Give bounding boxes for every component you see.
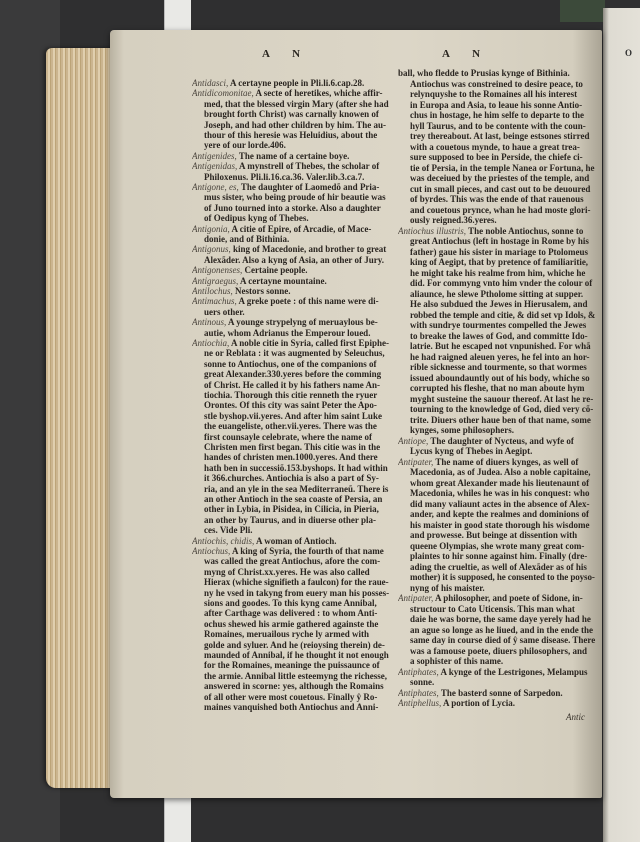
text-line [204,380,380,390]
text-line [204,99,389,109]
text-line [410,467,591,477]
line-text: father) gaue his sister in mariage to Ptolomeus [410,246,589,257]
line-text: nyng of his maister. [410,582,485,593]
headword: Antigenidas, [192,161,238,172]
headword: Antiochia, [192,338,230,348]
entry-headline [398,457,578,467]
line-text: Lycus kyng of Thebes in Aegipt. [410,446,533,456]
line-text: a sophister of this name. [410,656,504,666]
line-text: myght susteine the sauour thereof. At last he re- [410,393,594,404]
text-line [204,484,388,494]
text-line [398,68,570,78]
line-text: Romaines, meruailous ryche ly armed with [204,629,369,640]
text-line [204,328,370,338]
text-line [204,442,380,452]
line-text: A noble citie in Syria, called first Epiphe- [229,338,390,348]
line-text: sions and goodes. To this kyng came Annibal, [204,598,377,608]
line-text: handes of christen men.1000.yeres. And there [204,452,378,463]
line-text: The daughter of Laomedõ and Pria- [238,182,380,192]
text-line [410,415,591,425]
line-text: the euangeliste, other.vii.yeres. There was the [204,421,377,432]
text-line [204,650,389,660]
line-text: an other by Taurus, and in diuerse other pla- [204,514,376,525]
entry-headline [192,546,384,556]
headword: Antigenides, [192,150,237,161]
line-text: of byrdes. This was the ende of that rauenous [410,194,584,204]
text-line [204,619,378,629]
text-line [410,100,582,110]
line-text: The noble Antiochus, sonne to [466,225,584,236]
line-text: whom great Alexander made his lieutenaunt of [410,477,590,488]
line-text: ria, and an yle in the sea Mediterraneũ. There is [204,483,389,494]
line-text: mus sister, who being proude of hir beautie was [204,192,386,203]
line-text: trey thereabout. At last, beinge estsones stirred [410,131,590,141]
line-text: A certayne mountaine. [238,275,327,286]
text-line [410,110,584,120]
text-line [410,205,591,215]
line-text: was deceiued by the priestes of the temple, and [410,173,590,183]
text-line [410,383,585,393]
text-line [204,130,377,140]
text-line [410,635,595,645]
text-line [410,541,584,551]
book-cover-corner [560,0,605,22]
entry-headline [192,536,337,546]
right-column [398,68,596,718]
text-line [410,79,583,89]
text-line [410,184,590,194]
text-line [204,411,382,421]
line-text: cut in small pieces, and cast out to be deuoured [410,183,591,194]
text-line [204,359,377,369]
text-line [410,278,592,288]
line-text: Orontes. Of this city was saint Peter the Apo- [204,400,377,411]
line-text: donie, and of Bithinia. [204,234,290,244]
headword: Antiphates, [398,666,439,677]
headword: Antipater, [398,456,434,467]
headword: Antigraegus, [192,275,239,286]
text-line [204,702,378,712]
text-line [410,163,595,173]
scale-ruler-top [164,0,191,34]
text-line [410,625,593,635]
line-text: daie he was borne, the same daye yerely had he [410,614,591,624]
line-text: his maister in good state thorough his wisdome [410,519,590,530]
text-line [410,121,586,131]
text-line [410,215,497,225]
line-text: answered in scorne: yes, although the Romains [204,681,384,692]
text-line [410,142,580,152]
entry-headline [398,688,563,698]
line-text: king of Aegipt, that by pretence of familiaritie, [410,257,589,267]
entry-headline [192,161,379,171]
line-text: Nestors sonne. [232,286,291,296]
text-line [204,598,377,608]
text-line [410,331,588,341]
text-line [204,463,388,473]
text-line [204,172,364,182]
text-line [204,473,379,483]
entry-headline [398,226,583,236]
line-text: Alexãder. Also a kyng of Asia, an other of Jury. [204,254,385,265]
text-line [410,677,434,687]
line-text: queene Olympias, she wrote many great com- [410,540,585,551]
line-text: A kynge of the Lestrigones, Melampus [438,666,588,677]
text-line [204,348,385,358]
line-text: with sundrye tourmentes compelled the Jewes [410,320,587,330]
text-line [410,551,587,561]
line-text: trite. Diuers other haue ben of that name, some [410,414,591,425]
text-line [410,394,593,404]
line-text: first counsayle celebrate, where the name of [204,431,373,442]
line-text: yere of our lorde.406. [204,140,286,151]
line-text: maunded of Annibal, if he thought it not enough [204,650,389,660]
text-line [204,234,289,244]
line-text: corrupted his fleshe, that no man aboute hym [410,383,585,393]
text-line [204,120,386,130]
line-text: other in Lybia, in Pisidea, in Cilicia, in Pieria, [204,504,379,515]
text-line [204,400,377,410]
line-text: great Alexander.330.yeres before the comming [204,369,382,380]
line-text: brought forth Christ) was carnally knowen of [204,109,379,120]
scale-ruler-bottom [164,792,191,842]
line-text: The name of a certaine boye. [236,150,350,161]
headword: Antimachus, [192,296,237,307]
headword: Antiphellus, [398,698,442,708]
text-line [204,452,378,462]
line-text: A mynstrell of Thebes, the scholar of [237,161,380,172]
text-line [204,307,245,317]
line-text: after Carthage was delivered : to whom Anti- [204,608,378,619]
text-line [410,562,587,572]
headword: Antiope, [398,435,429,446]
headword: Antiochus, [192,546,231,556]
text-line [204,109,379,119]
text-line [204,681,384,691]
text-line [410,530,577,540]
text-line [204,255,384,265]
line-text: stle byshop.vii.yeres. And after him saint Luke [204,410,382,421]
line-text: The basterd sonne of Sarpedon. [438,687,563,698]
text-line [410,520,589,530]
entry-headline [398,698,515,708]
text-line [410,299,588,309]
catchword: Antic [566,712,585,722]
headword: Antigonia, [192,223,230,234]
line-text: same day in course died of ŷ same disease. There [410,635,596,645]
line-text: The daughter of Nycteus, and wyfe of [428,435,574,446]
line-text: Christen men first began. This citie was in the [204,442,381,452]
line-text: of Christ. He called it by his fathers name An- [204,379,380,390]
text-line [204,213,309,223]
text-line [410,488,590,498]
line-text: it 366.churches. Antiochia is also a part of Sy- [204,473,379,484]
entry-headline [192,244,386,254]
text-line [204,660,380,670]
line-text: sure supposed to bee in Perside, the chiefe ci- [410,152,583,162]
line-text: ces. Vide Pli. [204,525,253,536]
line-text: Philoxenus. Pli.li.16.ca.36. Valer.lib.3.ca.7. [204,171,365,182]
text-line [410,404,593,414]
line-text: A greke poete : of this name were di- [236,296,379,307]
line-text: ading the crueltie, as well of Alexãder as of his [410,561,587,572]
line-text: did. For commyng vnto him vnder the colour of [410,278,593,288]
text-line [410,583,485,593]
text-line [410,236,589,246]
text-line [410,131,589,141]
text-line [204,556,380,566]
text-line [410,247,588,257]
line-text: A younge strypelyng of meruaylous be- [226,317,378,328]
line-text: med, that the blessed virgin Mary (after she had [204,98,389,109]
line-text: he might take his realme from him, whiche he [410,267,586,278]
text-line [204,567,370,577]
text-line [410,268,585,278]
line-text: rible sicknesse and tourmente, so that wormes [410,362,587,372]
line-text: mother) it is supposed, he consented to the poyso- [410,572,595,582]
entry-headline [192,224,371,234]
line-text: The name of diuers kynges, as well of [433,456,579,467]
line-text: king of Macedonie, and brother to great [230,244,387,255]
line-text: He also subdued the Jewes in Hierusalem, and [410,299,588,309]
line-text: of all other were most couetous. Finally ŷ Ro- [204,691,378,702]
text-line [410,604,575,614]
entry-headline [398,593,583,603]
text-line [410,478,589,488]
headword: Antipater, [398,593,434,603]
page-edges [46,48,116,788]
text-line [410,373,590,383]
entry-headline [192,338,389,348]
running-head-left: A N [262,48,311,60]
text-line [204,525,253,535]
headword: Antilochus, [192,286,233,296]
entry-headline [192,296,379,306]
left-column [192,78,390,728]
line-text: ously reigned.36.yeres. [410,215,497,225]
text-line [204,640,385,650]
text-line [410,194,584,204]
line-text: an other Antioch in the sea coaste of Persia, an [204,494,383,504]
line-text: ochus shewed his armie gathered againste the [204,618,379,629]
text-line [410,446,532,456]
headword: Antidicomonitae, [192,88,254,99]
line-text: tiochia. Thorough this citie renneth the ryuer [204,390,378,400]
line-text: of Oedipus kyng of Thebes. [204,213,309,224]
headword: Antigonus, [192,244,231,255]
text-line [204,608,377,618]
line-text: thour of this heresie was Heluidius, about the [204,130,378,140]
line-text: Antiochus was constreined to desire peace, to [410,78,583,89]
line-text: A portion of Lycia. [441,698,516,708]
line-text: chus in hostage, he him selfe to departe to the [410,110,584,120]
headword: Antiphates, [398,687,439,698]
line-text: hath ben in successiõ.153.byshops. It had within [204,462,388,473]
line-text: hyll Taurus, and to be contente with the coun- [410,120,586,131]
text-line [410,572,595,582]
line-text: tourning to the knowledge of God, died very cõ- [410,404,594,414]
line-text: golde and syluer. And he (reioysing therein) de- [204,639,385,650]
line-text: Macedonia, whiles he was in his conquest: who [410,488,590,498]
line-text: relynquyshe to the Romaines all his interest [410,89,578,99]
text-line [204,515,376,525]
line-text: uers other. [204,306,245,317]
line-text: Joseph, and had other children by him. The au- [204,119,387,130]
entry-headline [192,78,364,88]
text-line [204,588,389,598]
text-line [410,89,577,99]
line-text: of Juno tourned into a storke. Also a daughter [204,202,381,213]
text-line [204,629,369,639]
line-text: ball, who fledde to Prusias kynge of Bithinia. [398,68,570,78]
text-line [204,192,386,202]
line-text: autie, whom Adrianus the Emperour loued. [204,327,371,338]
headword: Antidasci, [192,78,229,88]
headword: Antigonenses, [192,265,243,276]
facing-page-letter: O [625,48,633,58]
headword: Antigone, es, [192,182,239,192]
text-line [204,432,372,442]
line-text: A king of Syria, the fourth of that name [230,546,384,556]
entry-headline [398,436,574,446]
line-text: ander, and kepte the realmes and dominions of [410,509,590,519]
text-line [410,341,591,351]
line-text: latrie. But he escaped not vnpunished. For whã [410,341,591,351]
line-text: aliaunce, he slewe Ptholome sitting at supper. [410,288,584,299]
line-text: kynges, some philosophers. [410,425,515,435]
line-text: in Europa and Asia, to leaue his sonne Antio- [410,99,583,110]
line-text: and couetous prynce, whan he had moste glori- [410,204,591,215]
running-head-right: A N [442,48,491,60]
line-text: structour to Cato Uticensis. This man what [410,603,575,614]
entry-headline [192,286,291,296]
line-text: ny he vsed in takyng from euery man his posses- [204,587,390,598]
text-line [204,421,377,431]
line-text: Macedonia, as of Judea. Also a noble capitaine, [410,467,591,477]
text-line [204,671,387,681]
line-text: A citie of Epire, of Arcadie, of Mace- [229,223,372,234]
text-line [204,203,381,213]
line-text: did many valiaunt actes in the absence of Alex- [410,498,590,509]
entry-headline [192,88,382,98]
line-text: issued aboundauntly out of his body, whiche so [410,372,590,383]
text-line [204,390,377,400]
text-line [410,320,586,330]
text-line [410,173,589,183]
line-text: an ague so longe as he liued, and in the ende the [410,624,594,635]
text-line [204,494,382,504]
line-text: sonne. [410,677,435,687]
text-line [410,509,589,519]
line-text: was a famouse poete, diuers philosophers, and [410,645,588,656]
line-text: and prowesse. But beinge at dissention with [410,530,578,540]
text-line [410,152,583,162]
line-text: myng of Christ.xx.yeres. He was also called [204,566,370,577]
text-line [410,646,587,656]
line-text: to breake the lawes of God, and committe Ido- [410,330,588,341]
line-text: sonne to Antiochus, one of the companions of [204,358,377,369]
text-line [410,289,583,299]
line-text: plaintes to hir sonne against him. Finally (dre- [410,551,588,561]
text-line [204,577,389,587]
line-text: great Antiochus (left in hostage in Rome by his [410,236,589,246]
line-text: the armie. Annibal little esteemyng the richesse, [204,670,387,681]
entry-headline [192,182,379,192]
text-line [410,499,590,509]
text-line [410,425,514,435]
headword: Antiochus illustris, [398,225,467,236]
text-line [204,692,377,702]
line-text: with a couetous mynde, to haue a great trea- [410,141,580,152]
line-text: was called the great Antiochus, afore the com- [204,556,381,567]
line-text: robbed the temple and citie, & did set vp Idols, & [410,309,596,320]
line-text: maines vanquished both Antiochus and Anni- [204,702,379,712]
line-text: he had raigned aleuen yeres, he fel into an hor- [410,351,590,362]
line-text: for the Romaines, meaninge the puissaunce of [204,660,380,671]
line-text: A secte of heretikes, whiche affir- [253,88,383,99]
entry-headline [398,667,588,677]
text-line [410,310,595,320]
text-line [204,369,381,379]
text-line [410,614,591,624]
line-text: ne or Reblata : it was augmented by Seleuchus, [204,348,385,359]
text-line [410,257,588,267]
entry-headline [192,317,378,327]
text-line [204,504,379,514]
text-line [410,656,503,666]
line-text: A woman of Antioch. [254,535,337,546]
facing-page [603,8,640,842]
headword: Antiochis, chidis, [192,535,255,546]
text-line [204,140,286,150]
text-line [410,362,587,372]
headword: Antinous, [192,317,227,328]
text-line [410,352,590,362]
line-text: Certaine people. [242,265,308,276]
line-text: tie of Persia, in the temple Nanea or Fortuna, he [410,162,595,173]
entry-headline [192,276,327,286]
line-text: A certayne people in Pli.li.6.cap.28. [228,78,365,88]
line-text: Hierax (whiche signifieth a faulcon) for the raue- [204,577,389,588]
line-text: A philosopher, and poete of Sidone, in- [433,593,583,603]
entry-headline [192,265,308,275]
entry-headline [192,151,349,161]
